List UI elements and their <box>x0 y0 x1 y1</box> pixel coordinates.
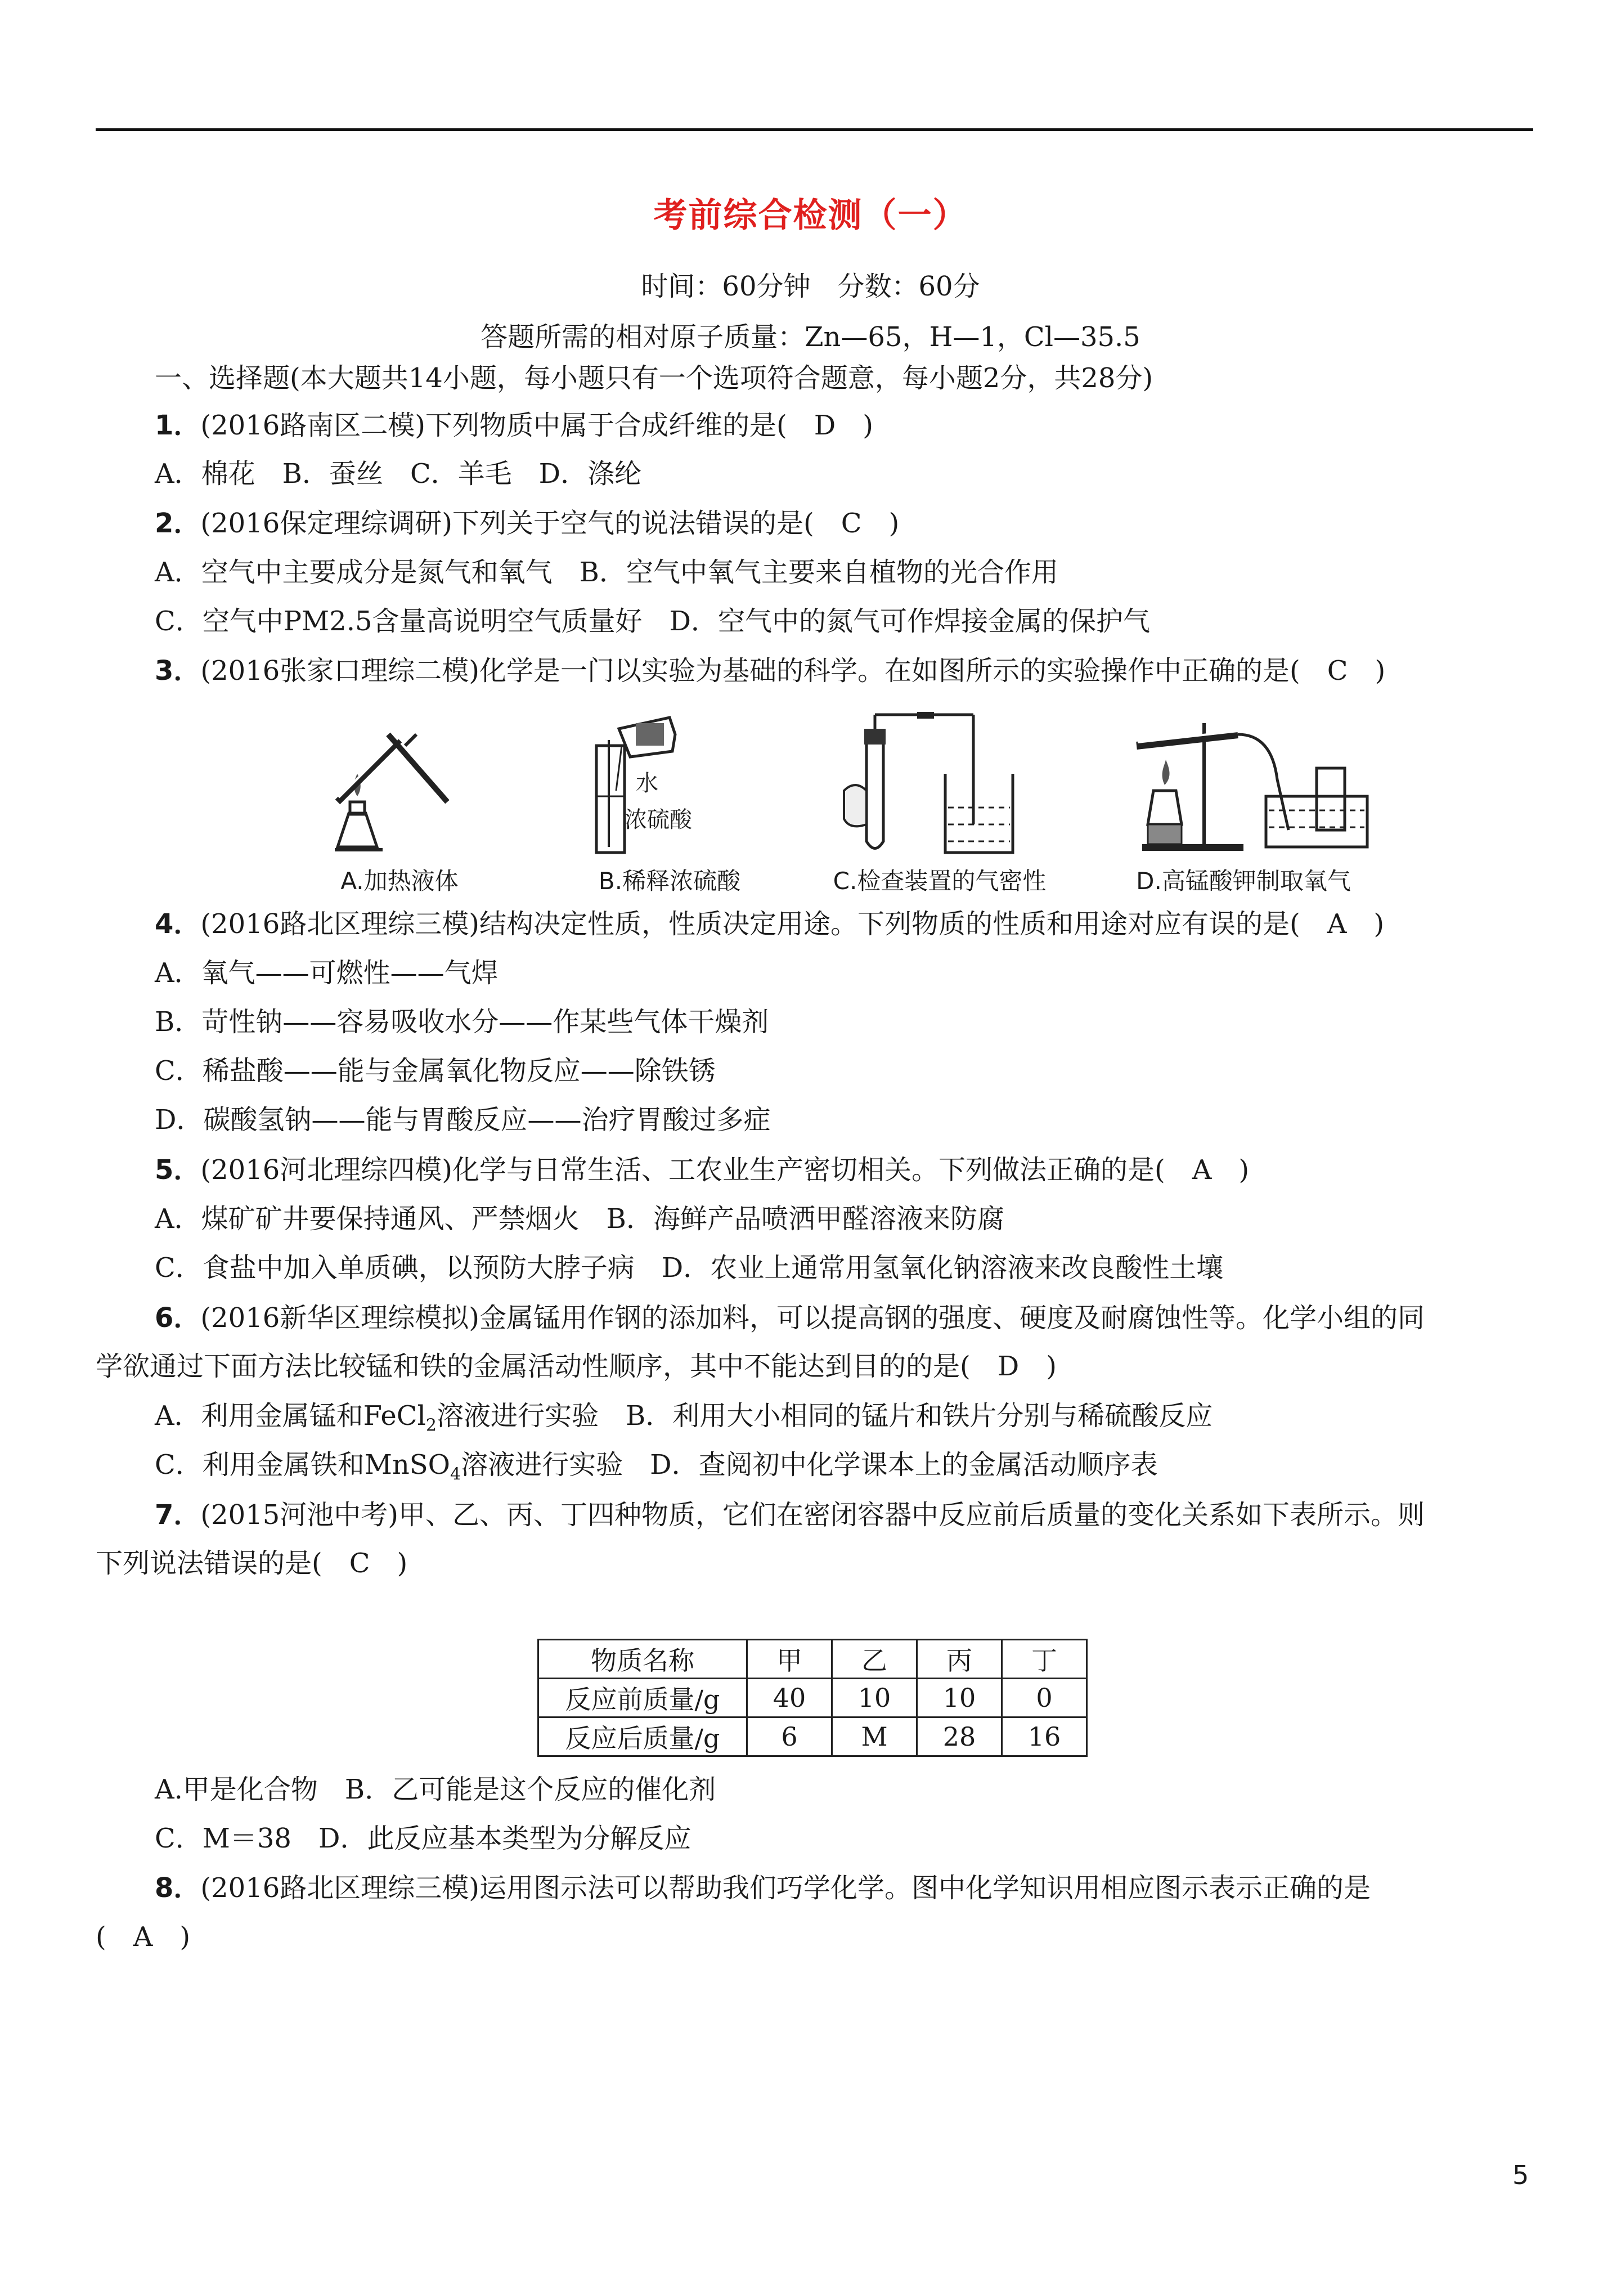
table-cell: 反应后质量/g <box>538 1717 747 1756</box>
question-4-option-b: B．苛性钠——容易吸收水分——作某些气体干燥剂 <box>155 1006 769 1038</box>
question-4 <box>155 906 1384 942</box>
airtightness-illustration <box>833 712 1069 864</box>
label-conc-acid: 浓硫酸 <box>625 807 692 833</box>
question-number: 8． <box>155 1872 201 1904</box>
question-6 <box>155 1300 1425 1336</box>
experiment-figures <box>304 712 1395 898</box>
caption: A.加热液体 <box>340 867 459 895</box>
option-text: 溶液进行实验 D．查阅初中化学课本上的金属活动顺序表 <box>461 1449 1158 1481</box>
top-rule <box>96 128 1533 131</box>
question-number: 1． <box>155 410 201 441</box>
question-number: 3． <box>155 655 201 687</box>
question-3 <box>155 653 1385 689</box>
table-row <box>538 1717 1087 1756</box>
question-number: 5． <box>155 1154 201 1186</box>
page-number: 5 <box>1512 2160 1529 2190</box>
table-header: 乙 <box>832 1640 917 1679</box>
question-8 <box>155 1870 1371 1906</box>
table-cell: 6 <box>747 1717 832 1756</box>
mass-change-table <box>537 1639 1088 1757</box>
subscript: 2 <box>425 1415 437 1436</box>
dilute-acid-illustration <box>574 712 765 864</box>
question-stem: (2016张家口理综二模)化学是一门以实验为基础的科学。在如图所示的实验操作中正确的是( C ) <box>200 655 1386 687</box>
table-cell: 40 <box>747 1679 832 1717</box>
time-score: 时间：60分钟 分数：60分 <box>641 271 980 302</box>
question-2-options-ab: A．空气中主要成分是氮气和氧气 B．空气中氧气主要来自植物的光合作用 <box>155 557 1058 588</box>
question-6-options-ab <box>155 1398 1213 1444</box>
question-2-options-cd: C．空气中PM2.5含量高说明空气质量好 D．空气中的氮气可作焊接金属的保护气 <box>155 606 1150 637</box>
question-7-stem-cont: 下列说法错误的是( C ) <box>96 1548 408 1579</box>
table-cell: 10 <box>917 1679 1002 1717</box>
question-4-option-c: C．稀盐酸——能与金属氧化物反应——除铁锈 <box>155 1055 716 1087</box>
question-6-options-cd <box>155 1447 1158 1493</box>
question-number: 6． <box>155 1302 201 1334</box>
figure-dilute-acid <box>574 712 765 898</box>
question-number: 4． <box>155 908 201 940</box>
figure-heating-liquid <box>304 712 495 898</box>
question-number: 2． <box>155 508 201 539</box>
table-cell: 反应前质量/g <box>538 1679 747 1717</box>
table-header: 甲 <box>747 1640 832 1679</box>
caption: C.检查装置的气密性 <box>833 867 1047 895</box>
question-stem: (2016新华区理综模拟)金属锰用作钢的添加料，可以提高钢的强度、硬度及耐腐蚀性等。化学小组的同 <box>200 1302 1425 1334</box>
atomic-mass-note: 答题所需的相对原子质量：Zn—65，H—1，Cl—35.5 <box>481 321 1140 353</box>
question-1-options: A．棉花 B．蚕丝 C．羊毛 D．涤纶 <box>155 458 642 490</box>
question-7 <box>155 1497 1425 1533</box>
table-cell: 10 <box>832 1679 917 1717</box>
question-stem: (2015河池中考)甲、乙、丙、丁四种物质，它们在密闭容器中反应前后质量的变化关系如下表所示。则 <box>200 1499 1425 1531</box>
question-5-options-ab: A．煤矿矿井要保持通风、严禁烟火 B．海鲜产品喷洒甲醛溶液来防腐 <box>155 1203 1004 1235</box>
question-stem: (2016路北区理综三模)运用图示法可以帮助我们巧学化学。图中化学知识用相应图示表示正确的是 <box>200 1872 1371 1904</box>
subscript: 4 <box>450 1464 461 1485</box>
question-stem: (2016保定理综调研)下列关于空气的说法错误的是( C ) <box>200 508 900 539</box>
question-stem: (2016路北区理综三模)结构决定性质，性质决定用途。下列物质的性质和用途对应有误的是( A ) <box>200 908 1385 940</box>
question-1 <box>155 407 873 443</box>
table-header: 丙 <box>917 1640 1002 1679</box>
question-4-option-d: D．碳酸氢钠——能与胃酸反应——治疗胃酸过多症 <box>155 1104 771 1136</box>
table-cell: 28 <box>917 1717 1002 1756</box>
caption: D.高锰酸钾制取氧气 <box>1136 867 1351 895</box>
question-7-options-ab: A.甲是化合物 B．乙可能是这个反应的催化剂 <box>155 1774 716 1805</box>
table-header: 丁 <box>1002 1640 1087 1679</box>
heating-liquid-illustration <box>304 712 495 864</box>
question-5-options-cd: C．食盐中加入单质碘，以预防大脖子病 D．农业上通常用氢氧化钠溶液来改良酸性土壤 <box>155 1252 1224 1284</box>
figure-airtightness <box>833 712 1047 898</box>
question-7-options-cd: C．M＝38 D．此反应基本类型为分解反应 <box>155 1823 691 1854</box>
section-heading: 一、选择题(本大题共14小题，每小题只有一个选项符合题意，每小题2分，共28分) <box>155 362 1153 394</box>
question-stem: (2016河北理综四模)化学与日常生活、工农业生产密切相关。下列做法正确的是( A ) <box>200 1154 1250 1186</box>
question-stem: (2016路南区二模)下列物质中属于合成纤维的是( D ) <box>200 410 873 441</box>
option-text: A．利用金属锰和FeCl <box>155 1400 426 1432</box>
option-text: 溶液进行实验 B．利用大小相同的锰片和铁片分别与稀硫酸反应 <box>436 1400 1213 1432</box>
question-6-stem-cont: 学欲通过下面方法比较锰和铁的金属活动性顺序，其中不能达到目的的是( D ) <box>96 1351 1057 1382</box>
question-2 <box>155 505 899 541</box>
table-cell: 0 <box>1002 1679 1087 1717</box>
page-title: 考前综合检测（一） <box>653 196 968 235</box>
question-8-stem-cont: ( A ) <box>96 1921 191 1953</box>
question-number: 7． <box>155 1499 201 1531</box>
caption: B.稀释浓硫酸 <box>598 867 741 895</box>
table-cell: M <box>832 1717 917 1756</box>
table-header-row <box>538 1640 1087 1679</box>
question-5 <box>155 1152 1249 1188</box>
table-header: 物质名称 <box>538 1640 747 1679</box>
option-text: C．利用金属铁和MnSO <box>155 1449 451 1481</box>
oxygen-production-illustration <box>1125 712 1384 864</box>
table-cell: 16 <box>1002 1717 1087 1756</box>
label-water: 水 <box>636 770 658 796</box>
question-4-option-a: A．氧气——可燃性——气焊 <box>155 957 499 989</box>
table-row <box>538 1679 1087 1717</box>
figure-oxygen-production <box>1125 712 1351 898</box>
